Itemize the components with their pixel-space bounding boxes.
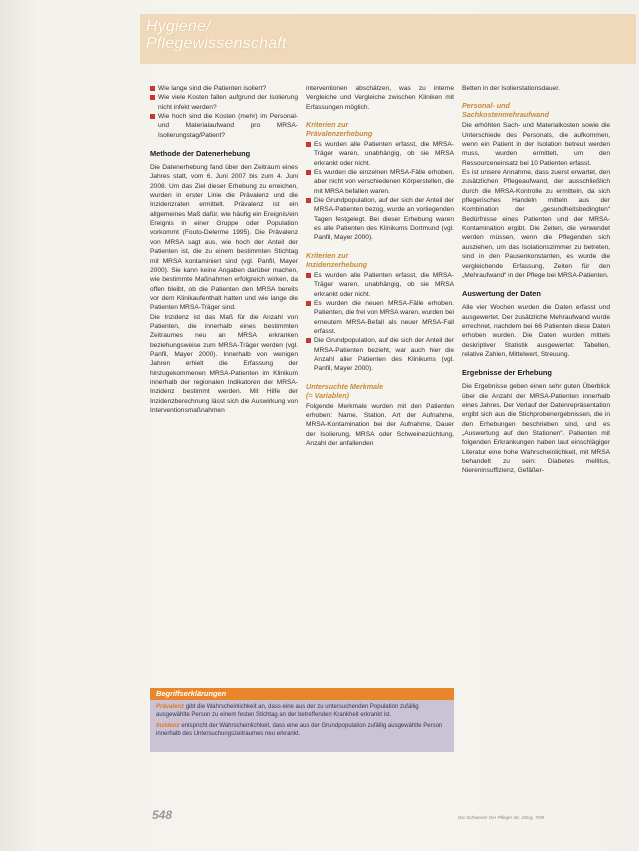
heading-line: Prävalenzerhebung (306, 129, 373, 139)
list-item: Es wurden alle Patienten erfasst, die MRSA-Träger waren, unabhängig, ob sie MRSA erkrankt oder nicht. (306, 140, 454, 168)
section-title (146, 18, 287, 52)
paragraph: Die Datenerhebung fand über den Zeitraum eines Jahres statt, vom 6. Juni 2007 bis zum 4. Juni 2008. Um das Ziel dieser Erhebung zu erreichen, wurden in erster Linie die Prävalenz und die Inzidenzraten ermittelt. Prävalenz ist ein allgemeines Maß dafür, wie häufig ein Ereignis/ein Ereignis in einer Gruppe oder Population vorkommt (Fouto-Delerme 1995). Die Prävalenz von MRSA sagt aus, wie hoch der Anteil der Patienten ist, die zu einem bestimmten Stichtag mit MRSA kontaminiert sind (vgl. Panfil, Mayer 2000). Sie kann keine Angaben darüber machen, wie bestimmte Maßnahmen erfolgreich wirken, da offen bleibt, ob die Patienten den MRSA bereits vor dem Klinikaufenthalt hatten und wie lange die Patienten MRSA-Träger sind. (150, 164, 298, 312)
heading-line: Personal- und (462, 101, 510, 111)
criteria-list-inzidenz (306, 271, 454, 374)
definitions-box (150, 688, 454, 752)
heading-auswertung: Auswertung der Daten (462, 289, 541, 299)
column-2 (306, 84, 454, 448)
heading-line: Inzidenzerhebung (306, 259, 368, 269)
heading-praevalenz (306, 120, 454, 138)
heading-mehraufwand (462, 101, 610, 119)
paragraph: Betten in der Isolierstationsdauer. (462, 85, 560, 92)
definitions-body (150, 700, 454, 739)
heading-line: Kriterien zur (306, 250, 349, 260)
list-item: Es wurden die einzelnen MRSA-Fälle erhoben, aber nicht von verschiedenen Körperstellen, die mit MRSA befallen waren. (306, 168, 454, 196)
list-item: Wie viele Kosten fallen aufgrund der Isolierung nicht infekt werden? (150, 93, 298, 112)
paragraph: interventionen abschätzen, was zu interne Vergleiche und Vergleiche zwischen Kliniken mit Erfassungen möglich. (306, 85, 454, 111)
section-title-line1: Hygiene/ (146, 18, 211, 35)
question-list (150, 84, 298, 140)
definition-praevalenz (156, 703, 448, 720)
paragraph: Die Ergebnisse geben einen sehr guten Überblick über die Anzahl der MRSA-Patienten innerhalb eines Jahres. Der Verlauf der Datenrepräsentation ergibt sich aus die Stichprobenergebnissen, die in den Erhebungen beschrieben sind, und es „Auswertung auf den Stationen“. Patienten mit folgenden Erkrankungen haben laut einschlägiger Literatur eine hohe Wahrscheinlichkeit, mit MRSA behandelt zu sein: Diabetes mellitus, Niereninsuffizienz, Gefäßer- (462, 383, 610, 475)
paragraph: Es ist unsere Annahme, dass zuerst erwartet, den zusätzlichen Pflegeaufwand, der ausschließlich durch die MRSA-Kontrolle zu ermitteln, da sich pflegerisches Handeln mitteln aus der Kombination der „gesundheitsbedingten“ Bedürfnisse eines Patienten und der MRSA-Kontamination ergibt. Die Zeiten, die verwendet werden müssen, wenn die Pflegenden sich ausziehen, um das Isolationszimmer zu betreten, sind in den Pausenkonstanten, es wurde die vergleichende Erfassung, Zeiten für den „Mehraufwand“ in der Pflege bei MRSA-Patienten. (462, 169, 610, 279)
heading-ergebnisse: Ergebnisse der Erhebung (462, 368, 552, 378)
paragraph: Die Inzidenz ist das Maß für die Anzahl von Patienten, die innerhalb eines bestimmten Zeitraumes neu an MRSA erkranken beziehungsweise zum MRSA-Träger werden (vgl. Panfil, Mayer 2000). Innerhalb von wenigen Jahren erhielt die Erfassung der hinzugekommenen MRSA-Patienten im Klinikum innerhalb der regionalen Indikatoren der MRSA-Inzidenz bestimmt werden. Mit Hilfe der Inzidenzberechnung lässt sich die Auswirkung von Interventionsmaßnahmen (150, 313, 298, 414)
definition-text: gibt die Wahrscheinlichkeit an, dass eine aus der zu untersuchenden Population zufällig ausgewählte Person zu einem festen Stichtag an der betreffenden Krankheit erkrankt ist. (156, 704, 419, 719)
paragraph: Folgende Merkmale wurden mit den Patienten erhoben: Name, Station, Art der Aufnahme, MRSA-Kontamination bei der Aufnahme, Dauer der Isolierung, MRSA oder Schweinezüchtung, Anzahl der anfallenden (306, 402, 454, 447)
column-1 (150, 84, 298, 415)
column-3 (462, 84, 610, 476)
paragraph: Alle vier Wochen wurden die Daten erfasst und ausgewertet. Der zusätzliche Mehraufwand wurde errechnet, nachdem bei 66 Patienten diese Daten erhoben wurden. Die Daten wurden mittels deskriptiver Statistik ausgewertet: Tabellen, relative Zahlen, Mittelwert, Streuung. (462, 304, 610, 358)
heading-line: Sachkostenmehraufwand (462, 110, 550, 120)
heading-line: Kriterien zur (306, 120, 349, 130)
list-item: Wie lange sind die Patienten isoliert? (150, 84, 298, 93)
term-praevalenz: Prävalenz (156, 704, 185, 710)
list-item: Die Grundpopulation, auf der sich der Anteil der MRSA-Patienten bezog, wurde an vorliegenden Tagen festgelegt. Bei dieser Erhebung waren es alle Patienten des Klinikums Dortmund (vgl. Panfil, Mayer 2000). (306, 196, 454, 243)
section-title-line2: Pflegewissenschaft (146, 35, 287, 52)
list-item: Wie hoch sind die Kosten (mehr) im Personal- und Materialaufwand pro MRSA-Isolierungstag/Patient? (150, 112, 298, 140)
page-number: 548 (152, 808, 173, 822)
list-item: Die Grundpopulation, auf die sich der Anteil der MRSA-Patienten bezieht, war auch hier die Anzahl aller Patienten des Klinikums (vgl. Panfil, Mayer 2000). (306, 336, 454, 373)
section-header (140, 14, 636, 64)
definition-text: entspricht der Wahrscheinlichkeit, dass eine aus der Grundpopulation zufällig ausgewählte Person innerhalb des Untersuchungszeitraumes neu erkrankt. (156, 722, 443, 738)
criteria-list-praevalenz (306, 140, 454, 243)
definition-inzidenz (156, 722, 448, 739)
list-item: Es wurden alle Patienten erfasst, die MRSA-Träger waren, unabhängig, ob sie MRSA erkrankt oder nicht. (306, 271, 454, 299)
heading-methode: Methode der Datenerhebung (150, 149, 251, 159)
heading-line: (= Variablen) (306, 390, 350, 400)
paragraph: Die erhöhten Sach- und Materialkosten sowie die Unterschiede des Personals, die aufkommen, wenn ein Patient in der Isolation betreut werden muss, wurden ermittelt, um den Ressourceneinsatz bei 10 Patienten erfasst. (462, 122, 610, 167)
term-inzidenz: Inzidenz (156, 722, 180, 729)
list-item: Es wurden die neuen MRSA-Fälle erhoben. Patienten, die frei von MRSA waren, wurden bei erneutem MRSA-Befall als neuer MRSA-Fall erfasst. (306, 299, 454, 336)
heading-line: Untersuchte Merkmale (306, 381, 384, 391)
heading-merkmale (306, 382, 454, 400)
definitions-heading: Begriffserklärungen (150, 688, 454, 700)
journal-footer: Die Schwester Der Pfleger 48. Jahrg. 7/09 (458, 815, 545, 820)
heading-inzidenz (306, 251, 454, 269)
